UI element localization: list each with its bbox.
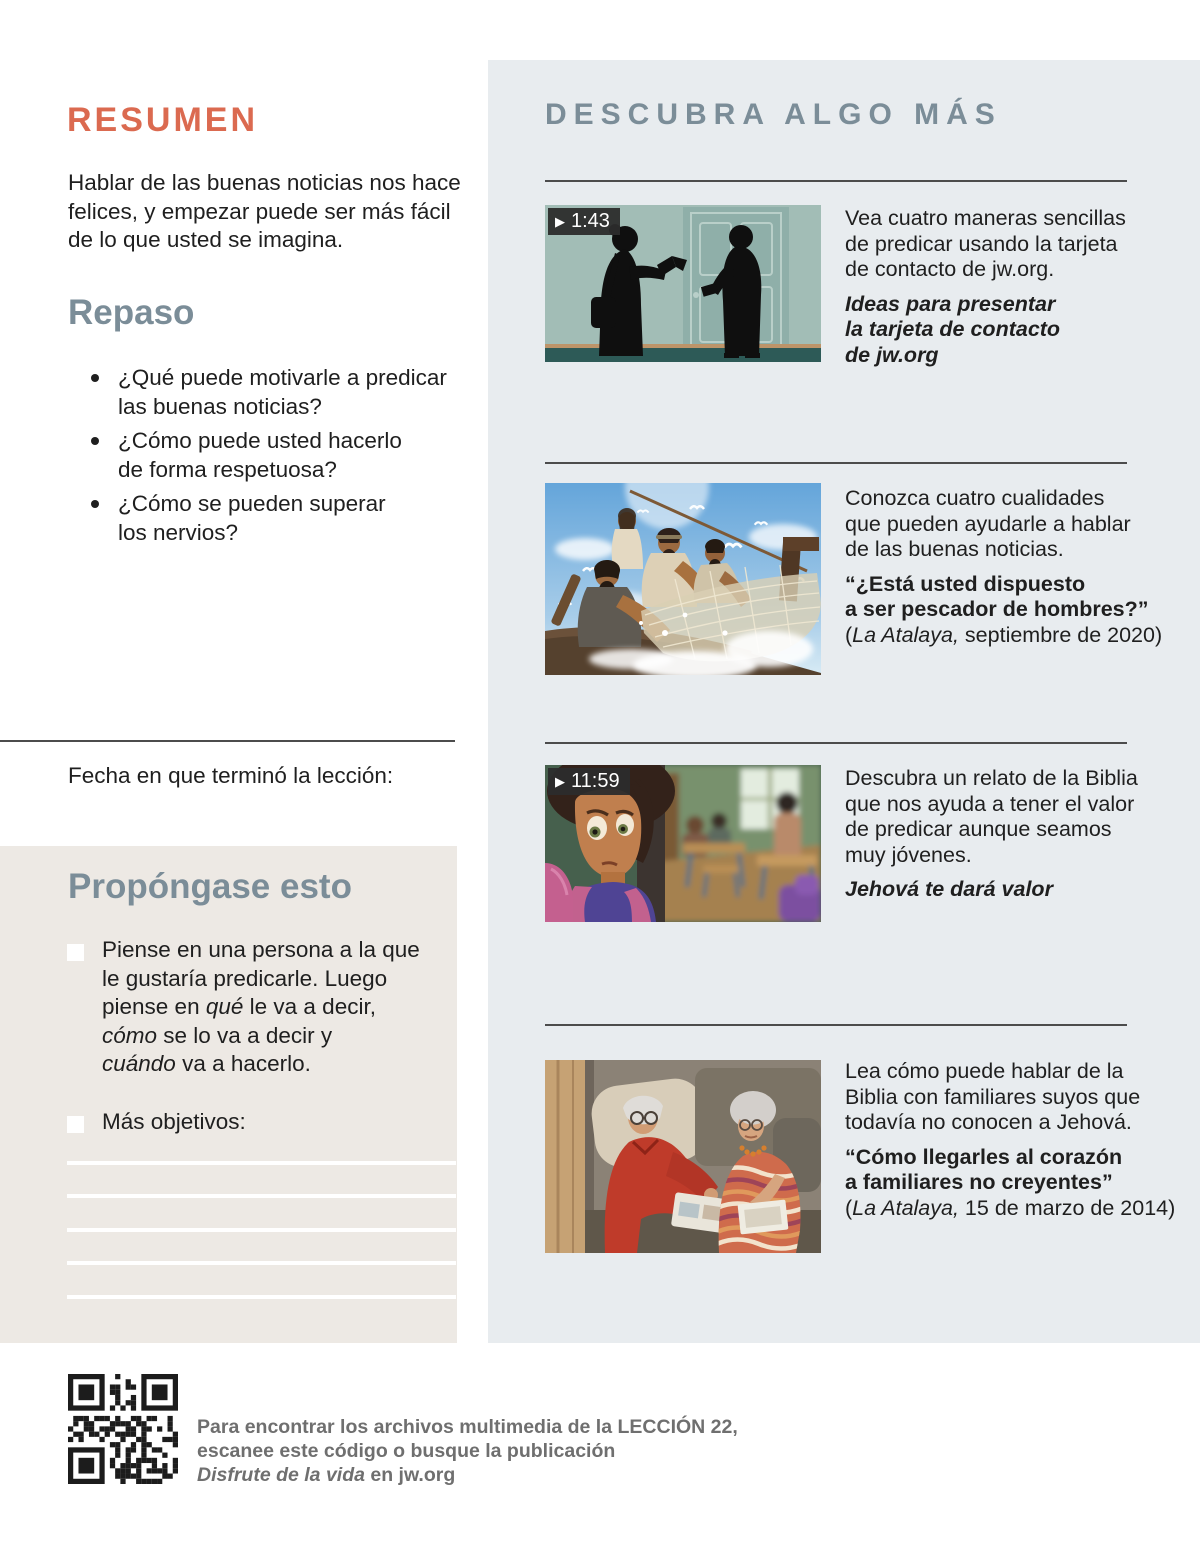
section-divider [545, 462, 1127, 464]
video-thumbnail-contact-card[interactable] [545, 205, 821, 362]
elderly-couple-photo [545, 1060, 821, 1253]
footer-instructions: Para encontrar los archivos multimedia de la LECCIÓN 22, escanee este código o busque la publicación Disfrute de la vida en jw.org [197, 1416, 738, 1486]
bullet-icon [91, 500, 99, 508]
more-goals-label: Más objetivos: [102, 1109, 246, 1134]
discover-panel [488, 60, 1200, 1343]
section-divider [0, 740, 455, 742]
media-description: Vea cuatro maneras sencillas de predicar usando la tarjeta de contacto de jw.org. [845, 206, 1126, 281]
media-section-text [845, 766, 1155, 903]
list-item: ¿Cómo puede usted hacerlo de forma respetuosa? [88, 427, 447, 484]
video-duration-badge: ▶ 11:59 [548, 768, 630, 795]
list-item: ¿Cómo se pueden superar los nervios? [88, 490, 447, 547]
media-section-text [845, 1059, 1176, 1221]
media-description: Descubra un relato de la Biblia que nos ayuda a tener el valor de predicar aunque seamos muy jóvenes. [845, 766, 1138, 867]
write-line[interactable] [67, 1261, 456, 1265]
qr-code [68, 1374, 178, 1484]
media-section-text [845, 206, 1155, 368]
media-title-link[interactable]: Jehová te dará valor [845, 877, 1053, 901]
play-icon: ▶ [555, 773, 565, 789]
fishermen-painting [545, 483, 821, 675]
goals-box [0, 846, 457, 1343]
repaso-list [88, 364, 447, 553]
resumen-text: Hablar de las buenas noticias nos hace felices, y empezar puede ser más fácil de lo que usted se imagina. [68, 170, 461, 252]
video-thumbnail-courage[interactable] [545, 765, 821, 922]
write-line[interactable] [67, 1161, 456, 1165]
list-item: ¿Qué puede motivarle a predicar las buenas noticias? [88, 364, 447, 421]
play-icon: ▶ [555, 213, 565, 229]
media-title-link[interactable]: “Cómo llegarles al corazón a familiares no creyentes” (La Atalaya, 15 de marzo de 2014) [845, 1144, 1176, 1220]
goal-checkbox[interactable] [67, 1116, 84, 1133]
repaso-title: Repaso [68, 293, 195, 332]
goal-item: Piense en una persona a la que le gustaría predicarle. Luego piense en qué le va a decir, cómo se lo va a decir y cuándo va a hacerlo. [102, 937, 420, 1076]
section-divider [545, 1024, 1127, 1026]
section-divider [545, 742, 1127, 744]
write-line[interactable] [67, 1228, 456, 1232]
media-description: Lea cómo puede hablar de la Biblia con familiares suyos que todavía no conocen a Jehová. [845, 1059, 1141, 1134]
goal-checkbox[interactable] [67, 944, 84, 961]
discover-title: DESCUBRA ALGO MÁS [545, 98, 1002, 131]
media-title-link[interactable]: “¿Está usted dispuesto a ser pescador de hombres?” (La Atalaya, septiembre de 2020) [845, 571, 1163, 647]
media-section-text [845, 486, 1163, 648]
write-line[interactable] [67, 1295, 456, 1299]
lesson-finished-date-label: Fecha en que terminó la lección: [68, 763, 394, 788]
goals-title: Propóngase esto [68, 867, 352, 906]
article-image-family[interactable] [545, 1060, 821, 1253]
section-divider [545, 180, 1127, 182]
write-line[interactable] [67, 1194, 456, 1198]
bullet-icon [91, 374, 99, 382]
media-title-link[interactable]: Ideas para presentar la tarjeta de contacto de jw.org [845, 291, 1061, 367]
article-image-fishermen[interactable] [545, 483, 821, 675]
media-description: Conozca cuatro cualidades que pueden ayudarle a hablar de las buenas noticias. [845, 486, 1131, 561]
resumen-title: RESUMEN [67, 101, 259, 139]
video-duration-badge: ▶ 1:43 [548, 208, 620, 235]
bullet-icon [91, 437, 99, 445]
